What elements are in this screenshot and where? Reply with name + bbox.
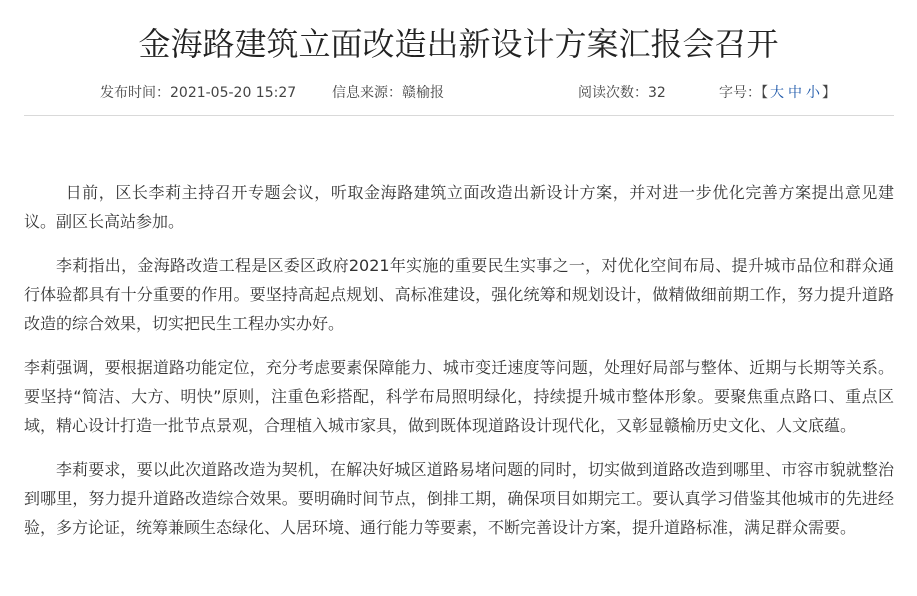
read-count-value: 32 <box>648 85 666 101</box>
article-paragraph-1: 日前，区长李莉主持召开专题会议，听取金海路建筑立面改造出新设计方案，并对进一步优化完善方案提出意见建议。副区长高站参加。 <box>24 183 894 231</box>
article-body <box>24 178 894 542</box>
info-source <box>332 82 444 104</box>
read-count-label: 阅读次数： <box>578 85 648 101</box>
article-paragraph-2: 李莉指出，金海路改造工程是区委区政府2021年实施的重要民生实事之一，对优化空间布局、提升城市品位和群众通行体验都具有十分重要的作用。要坚持高起点规划、高标准建设，强化统筹和规划设计，做精做细前期工作，努力提升道路改造的综合效果，切实把民生工程办实办好。 <box>24 256 894 333</box>
info-source-value: 赣榆报 <box>402 85 444 101</box>
font-size-control <box>719 82 836 104</box>
article-title: 金海路建筑立面改造出新设计方案汇报会召开 <box>138 25 779 63</box>
header-divider <box>24 115 894 116</box>
article-paragraph-3: 李莉强调，要根据道路功能定位，充分考虑要素保障能力、城市变迁速度等问题，处理好局部与整体、近期与长期等关系。要坚持“简洁、大方、明快”原则，注重色彩搭配，科学布局照明绿化，持续提升城市整体形象。要聚焦重点路口、重点区域，精心设计打造一批节点景观，合理植入城市家具，做到既体现道路设计现代化，又彰显赣榆历史文化、人文底蕴。 <box>24 358 894 435</box>
article-paragraph-4: 李莉要求，要以此次道路改造为契机，在解决好城区道路易堵问题的同时，切实做到道路改造到哪里、市容市貌就整治到哪里，努力提升道路改造综合效果。要明确时间节点，倒排工期，确保项目如期完工。要认真学习借鉴其他城市的先进经验，多方论证，统筹兼顾生态绿化、人居环境、通行能力等要素，不断完善设计方案，提升道路标准，满足群众需要。 <box>24 460 894 537</box>
publish-time-label: 发布时间： <box>100 85 170 101</box>
publish-time-value: 2021-05-20 15:27 <box>170 85 297 101</box>
info-source-label: 信息来源： <box>332 85 402 101</box>
publish-time <box>100 82 296 104</box>
font-size-bracket-open: 【 <box>761 85 768 101</box>
font-size-label: 字号： <box>719 85 761 101</box>
read-count <box>578 82 666 104</box>
article-meta-bar <box>0 82 917 104</box>
font-size-small-link[interactable]: 小 <box>806 85 820 101</box>
font-size-bracket-close: 】 <box>822 85 836 101</box>
font-size-medium-link[interactable]: 中 <box>788 85 802 101</box>
font-size-large-link[interactable]: 大 <box>770 85 784 101</box>
